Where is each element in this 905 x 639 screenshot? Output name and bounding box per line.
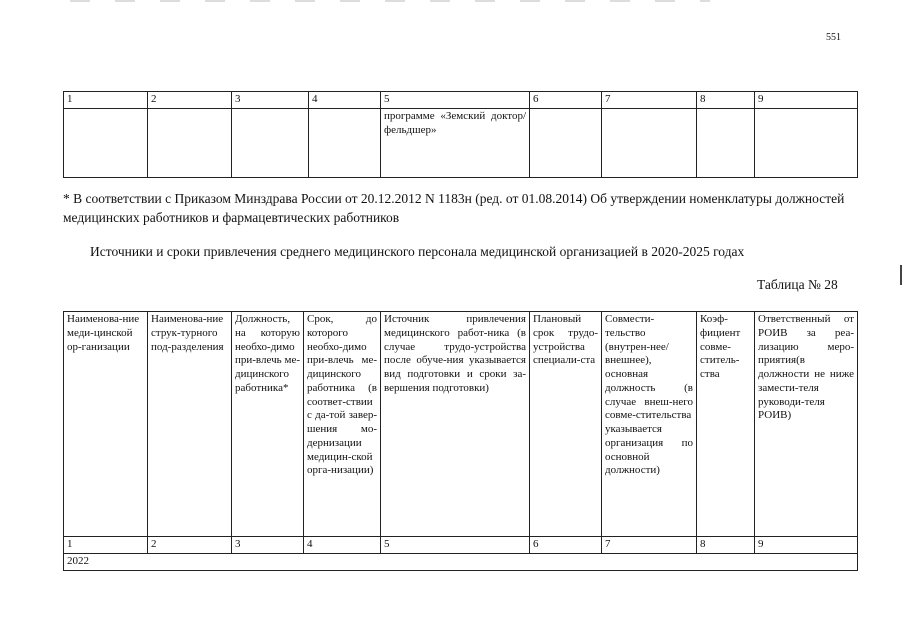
column-header: Ответственный от РОИВ за реа-лизацию меро-приятия(в должности не ниже замести-теля руководи-теля РОИВ) bbox=[755, 312, 858, 537]
column-number: 9 bbox=[755, 537, 858, 554]
column-number: 7 bbox=[602, 537, 697, 554]
table-row bbox=[64, 108, 858, 177]
staffing-table bbox=[63, 311, 858, 571]
table-cell bbox=[602, 108, 697, 177]
header-row bbox=[64, 312, 858, 537]
table-heading: Источники и сроки привлечения среднего медицинского персонала медицинской организацией в 2020-2025 годах bbox=[90, 244, 745, 259]
column-number: 7 bbox=[602, 92, 697, 109]
table-cell bbox=[309, 108, 381, 177]
column-number: 4 bbox=[309, 92, 381, 109]
column-header: Наименова-ние струк-турного под-разделения bbox=[148, 312, 232, 537]
column-number: 8 bbox=[697, 537, 755, 554]
column-number-row bbox=[64, 537, 858, 554]
continuation-table bbox=[63, 91, 858, 178]
table-number: Таблица № 28 bbox=[757, 277, 838, 292]
column-number: 6 bbox=[530, 537, 602, 554]
column-number: 1 bbox=[64, 92, 148, 109]
table-cell bbox=[64, 108, 148, 177]
table-cell: программе «Земский доктор/фельдшер» bbox=[381, 108, 530, 177]
scan-artifact bbox=[900, 265, 902, 285]
column-number: 3 bbox=[232, 92, 309, 109]
column-header: Должность, на которую необхо-димо при-влечь ме-дицинского работника* bbox=[232, 312, 304, 537]
footnote: * В соответствии с Приказом Минздрава России от 20.12.2012 N 1183н (ред. от 01.08.2014) Об утверждении номенклатуры должностей медицинских работников и фармацевтических работников bbox=[63, 191, 845, 225]
table-cell bbox=[755, 108, 858, 177]
column-number: 2 bbox=[148, 537, 232, 554]
year-label: 2022 bbox=[64, 553, 858, 570]
column-number: 3 bbox=[232, 537, 304, 554]
year-row bbox=[64, 553, 858, 570]
page-number: 551 bbox=[826, 32, 841, 43]
column-number: 6 bbox=[530, 92, 602, 109]
column-number: 5 bbox=[381, 537, 530, 554]
column-number: 8 bbox=[697, 92, 755, 109]
table-cell bbox=[148, 108, 232, 177]
scan-artifact bbox=[70, 0, 710, 2]
table-cell bbox=[530, 108, 602, 177]
column-number: 9 bbox=[755, 92, 858, 109]
column-header: Наименова-ние меди-цинской ор-ганизации bbox=[64, 312, 148, 537]
table-cell bbox=[697, 108, 755, 177]
column-number: 5 bbox=[381, 92, 530, 109]
table-cell bbox=[232, 108, 309, 177]
column-number: 2 bbox=[148, 92, 232, 109]
column-number: 4 bbox=[304, 537, 381, 554]
column-header: Коэф-фициент совме-ститель-ства bbox=[697, 312, 755, 537]
column-number: 1 bbox=[64, 537, 148, 554]
column-header: Совмести-тельство (внутрен-нее/внешнее), основная должность (в случае внеш-него совме-стительства указывается организация по основной должности) bbox=[602, 312, 697, 537]
column-header: Плановый срок трудо-устройства специали-ста bbox=[530, 312, 602, 537]
column-header: Источник привлечения медицинского работ-ника (в случае трудо-устройства после обуче-ния указывается вид подготовки и сроки за-вершения подготовки) bbox=[381, 312, 530, 537]
column-header: Срок, до которого необхо-димо при-влечь ме-дицинского работника (в соответ-ствии с да-той завер-шения мо-дернизации медицин-ской орга-низации) bbox=[304, 312, 381, 537]
